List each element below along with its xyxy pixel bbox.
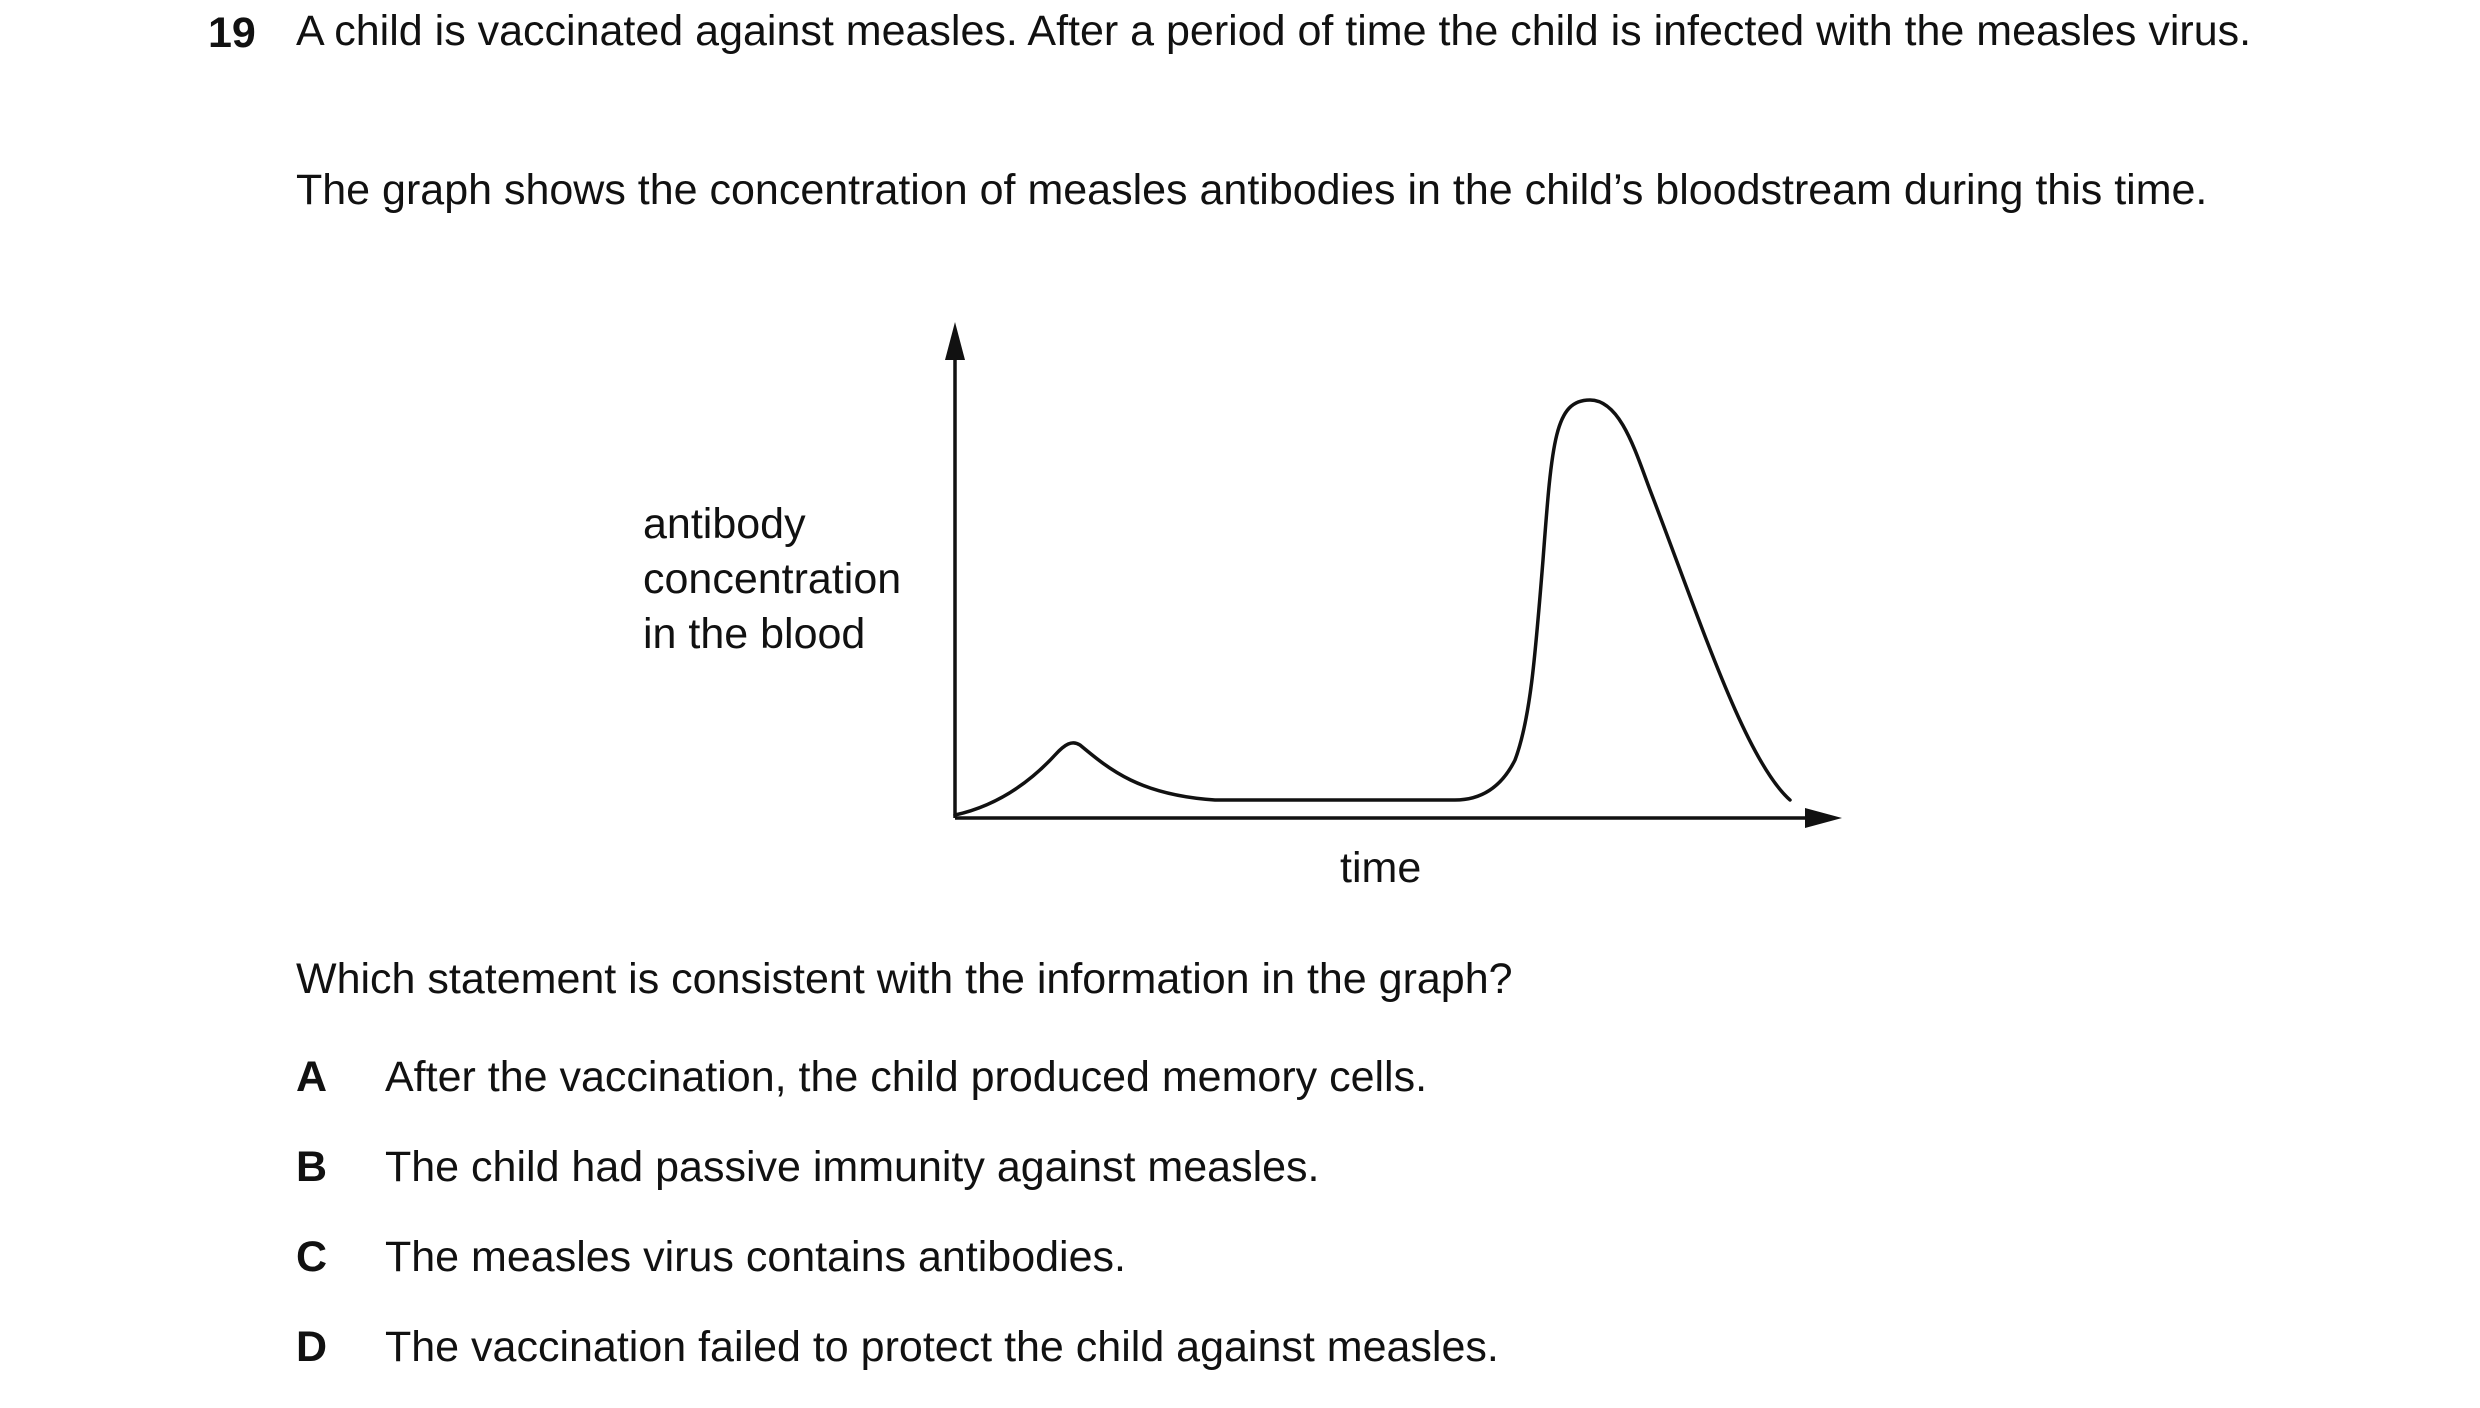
option-text: The vaccination failed to protect the child against measles. [385,1323,1499,1371]
option-letter: B [296,1143,328,1191]
y-axis-arrowhead [945,322,965,360]
option-text: The child had passive immunity against measles. [385,1143,1320,1191]
option-letter: D [296,1323,328,1371]
y-axis-label-line: antibody [643,500,806,548]
option-text: After the vaccination, the child produced memory cells. [385,1053,1428,1101]
question-intro: A child is vaccinated against measles. After a period of time the child is infected with the measles virus. [296,7,2252,55]
option-letter: A [296,1053,328,1101]
x-axis-arrowhead [1805,808,1842,828]
y-axis-label-line: concentration [643,555,902,603]
antibody-curve [955,400,1790,815]
y-axis-label-line: in the blood [643,610,866,658]
option-letter: C [296,1233,328,1281]
question-stem: Which statement is consistent with the information in the graph? [296,955,1513,1003]
option-text: The measles virus contains antibodies. [385,1233,1126,1281]
graph-description: The graph shows the concentration of measles antibodies in the child’s bloodstream during this time. [296,166,2208,214]
question-number: 19 [208,9,256,57]
x-axis-label: time [1340,844,1422,892]
